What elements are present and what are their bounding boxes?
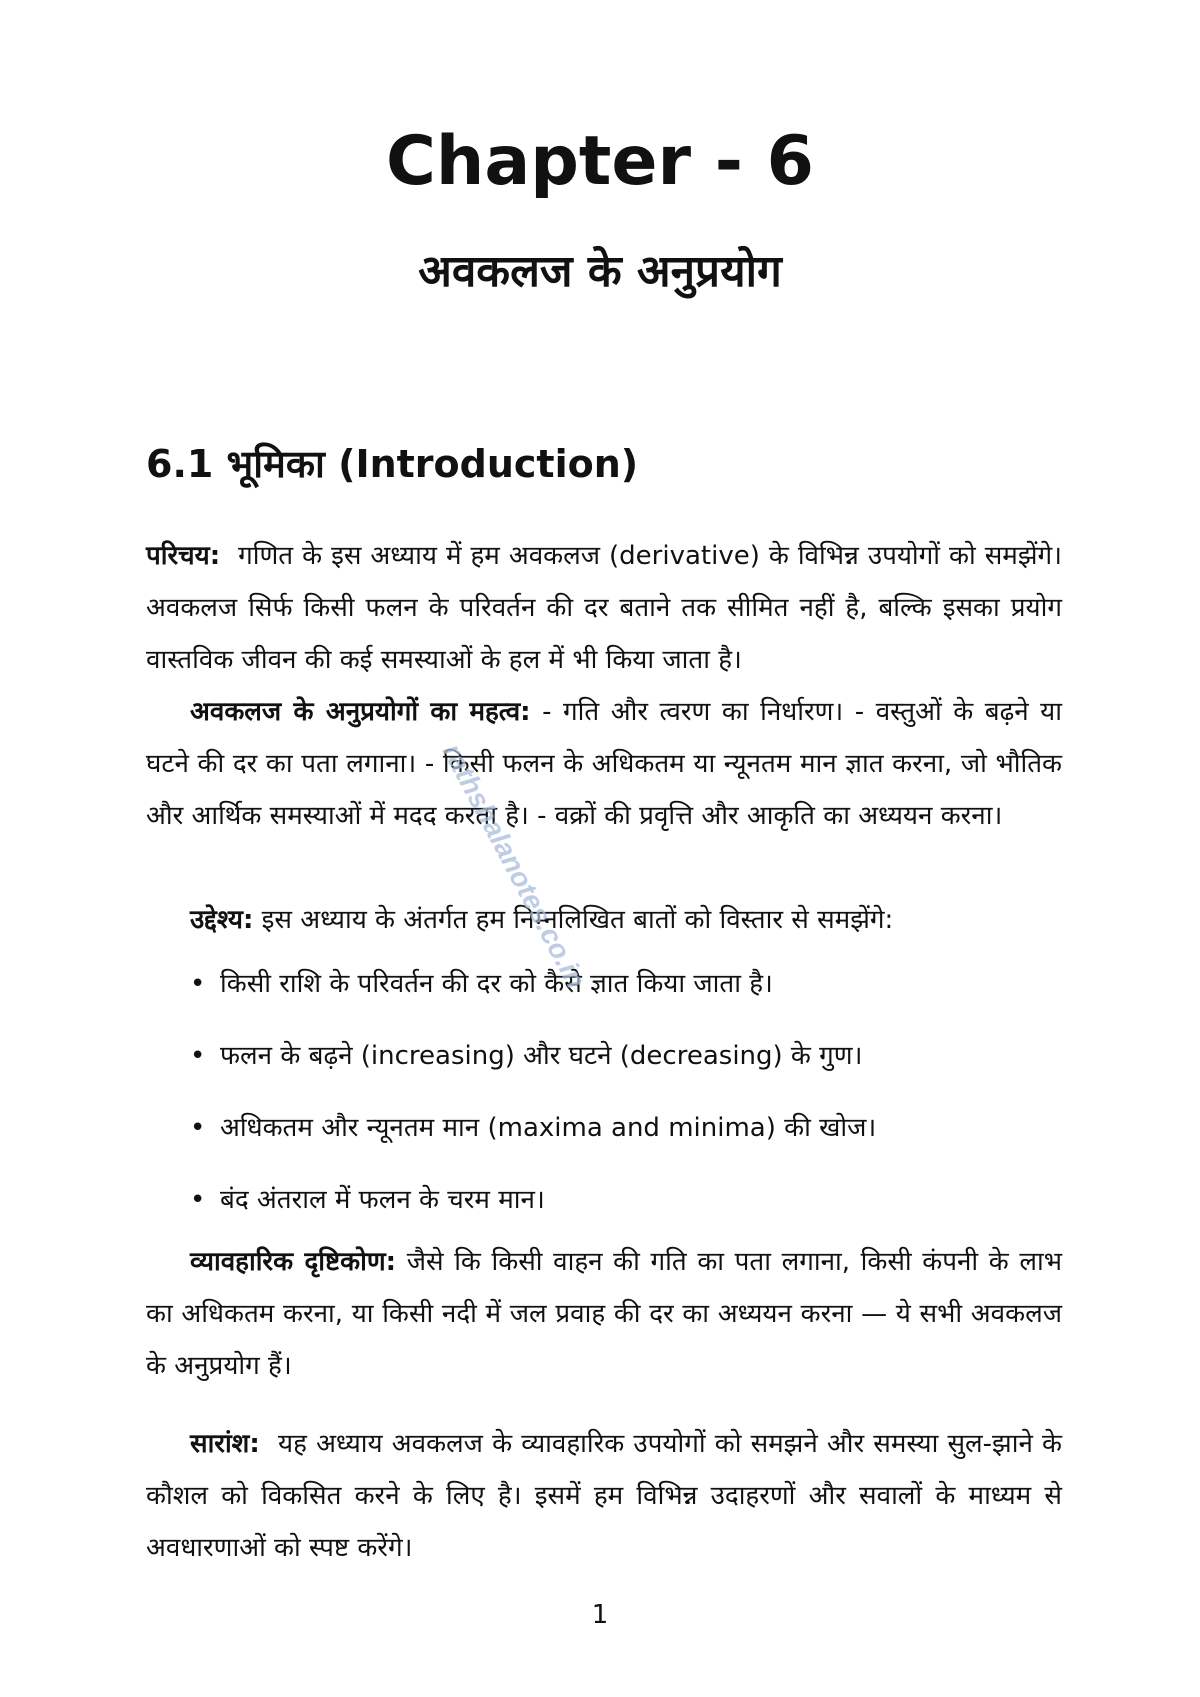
practical-paragraph-block (146, 1236, 1062, 1392)
bullet-icon: • (190, 969, 206, 999)
practical-label: व्यावहारिक दृष्टिकोण: (190, 1247, 397, 1277)
objective-text: इस अध्याय के अंतर्गत हम निम्नलिखित बातों को विस्तार से समझेंगे: (261, 905, 894, 935)
practical-text: जैसे कि किसी वाहन की गति का पता लगाना, किसी कंपनी के लाभ का अधिकतम करना, या किसी नदी में जल प्रवाह की दर का अध्ययन करना — ये सभी अवकलज के अनुप्रयोग हैं। (146, 1247, 1062, 1381)
importance-paragraph (146, 686, 1062, 842)
page-number: 1 (591, 1600, 609, 1630)
section-heading: 6.1 भूमिका (Introduction) (146, 442, 639, 486)
watermark: rathshalanotes.co.in (436, 738, 592, 994)
importance-text: - गति और त्वरण का निर्धारण। - वस्तुओं के बढ़ने या घटने की दर का पता लगाना। - किसी फलन के अधिकतम या न्यूनतम मान ज्ञात करना, जो भौतिक और आर्थिक समस्याओं में मदद करता है। - वक्रों की प्रवृत्ति और आकृति का अध्ययन करना। (146, 697, 1062, 831)
summary-paragraph (146, 1418, 1062, 1574)
objective-paragraph-block (146, 894, 1062, 946)
summary-label: सारांश: (190, 1429, 260, 1459)
objectives-list (190, 958, 1050, 1246)
practical-paragraph (146, 1236, 1062, 1392)
bullet-icon: • (190, 1041, 206, 1071)
chapter-subtitle: अवकलज के अनुप्रयोग (418, 246, 782, 297)
list-item (190, 1102, 1050, 1174)
intro-text: गणित के इस अध्याय में हम अवकलज (derivative) के विभिन्न उपयोगों को समझेंगे। अवकलज सिर्फ किसी फलन के परिवर्तन की दर बताने तक सीमित नहीं है, बल्कि इसका प्रयोग वास्तविक जीवन की कई समस्याओं के हल में भी किया जाता है। (146, 541, 1063, 675)
objective-paragraph (146, 894, 1062, 946)
intro-label: परिचय: (146, 541, 221, 571)
bullet-icon: • (190, 1185, 206, 1215)
intro-paragraph-block (146, 530, 1062, 686)
summary-text: यह अध्याय अवकलज के व्यावहारिक उपयोगों को समझने और समस्या सुल-झाने के कौशल को विकसित करने के लिए है। इसमें हम विभिन्न उदाहरणों और सवालों के माध्यम से अवधारणाओं को स्पष्ट करेंगे। (146, 1429, 1062, 1563)
objective-label: उद्देश्य: (190, 905, 254, 935)
summary-paragraph-block (146, 1418, 1062, 1574)
list-item (190, 1030, 1050, 1102)
objective-item-text: बंद अंतराल में फलन के चरम मान। (220, 1185, 545, 1215)
intro-paragraph (146, 530, 1062, 686)
bullet-icon: • (190, 1113, 206, 1143)
objective-item-text: किसी राशि के परिवर्तन की दर को कैसे ज्ञात किया जाता है। (220, 969, 773, 999)
importance-paragraph-block (146, 686, 1062, 842)
chapter-title: Chapter - 6 (386, 122, 814, 201)
importance-label: अवकलज के अनुप्रयोगों का महत्व: (190, 697, 531, 727)
list-item (190, 958, 1050, 1030)
objective-item-text: अधिकतम और न्यूनतम मान (maxima and minima) की खोज। (220, 1113, 877, 1143)
objective-item-text: फलन के बढ़ने (increasing) और घटने (decreasing) के गुण। (220, 1041, 863, 1071)
